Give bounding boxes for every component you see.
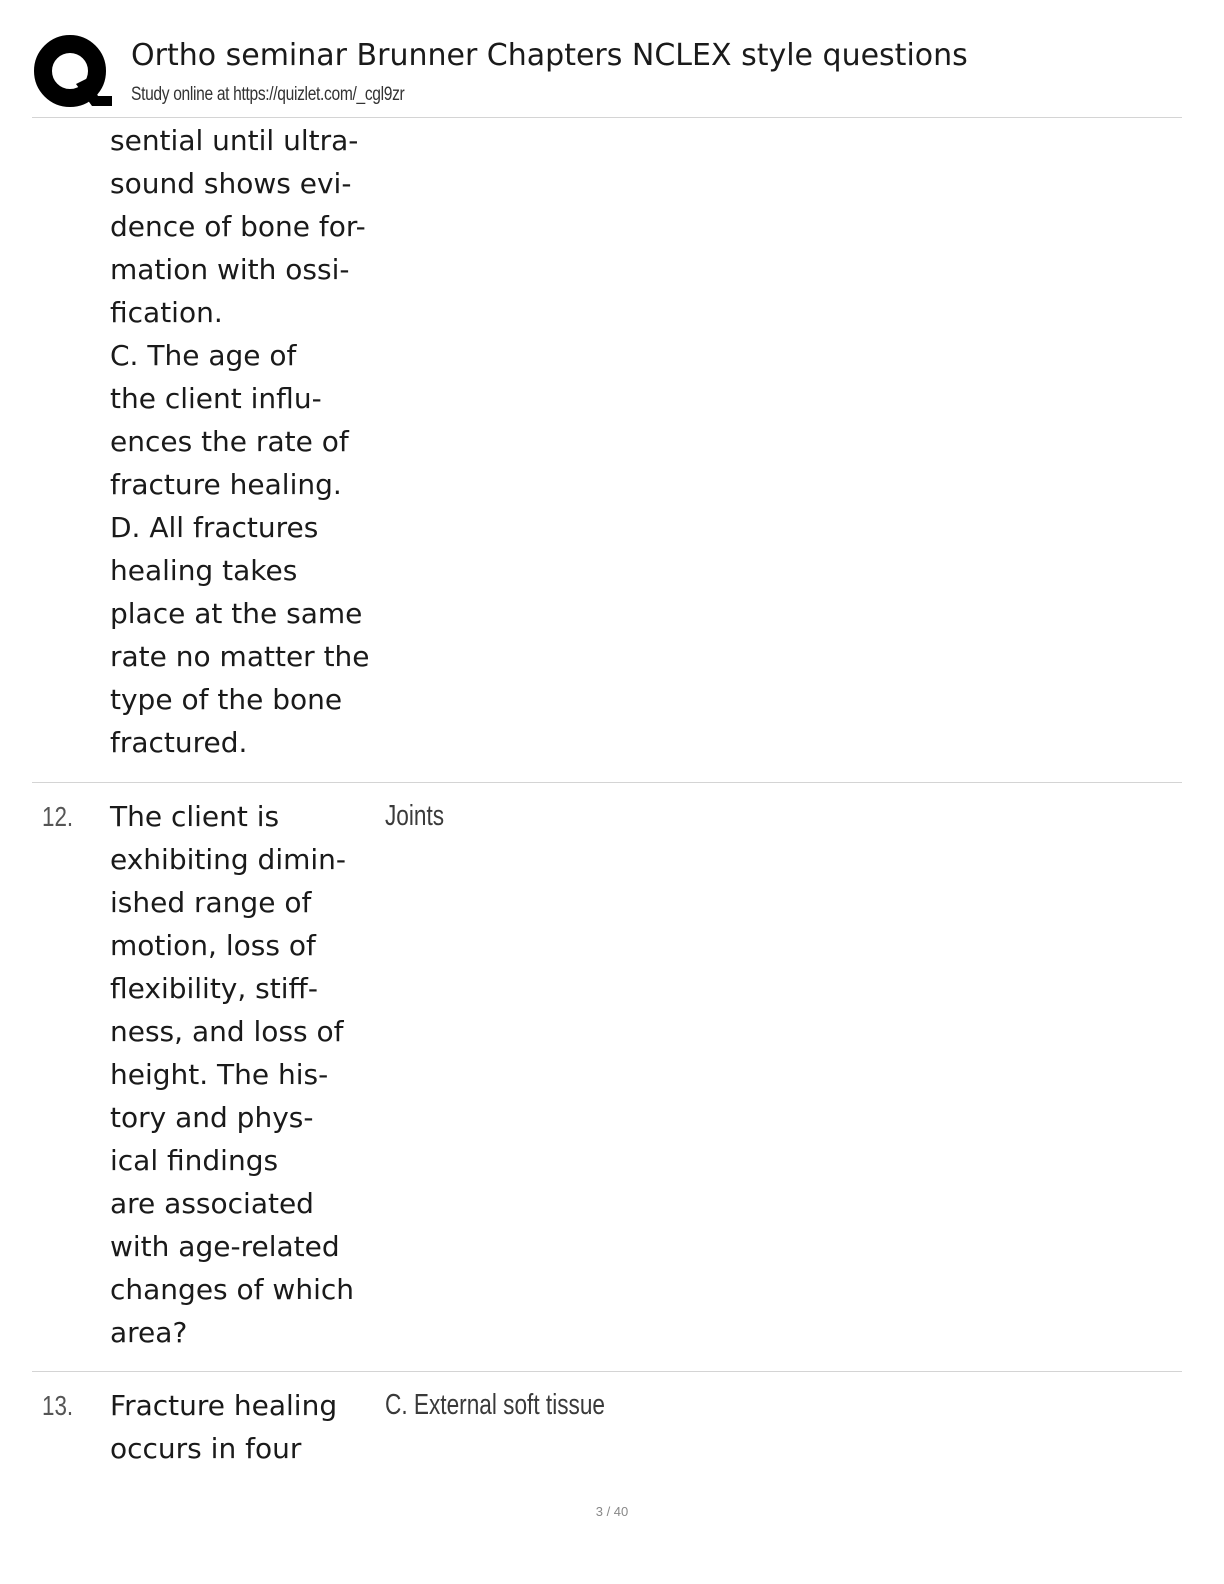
term-text xyxy=(110,795,400,1354)
term-line: area? xyxy=(110,1316,188,1349)
term-line: with age-related xyxy=(110,1230,340,1263)
term-line: ical findings xyxy=(110,1144,279,1177)
term-line: mation with ossi- xyxy=(110,253,350,286)
card-number: 13. xyxy=(42,1390,74,1421)
term-line: healing takes xyxy=(110,554,298,587)
term-line: fracture healing. xyxy=(110,468,342,501)
term-line: exhibiting dimin- xyxy=(110,843,347,876)
term-text-continued xyxy=(110,119,400,764)
term-line: ness, and loss of xyxy=(110,1015,344,1048)
term-line: motion, loss of xyxy=(110,929,316,962)
term-line: are associated xyxy=(110,1187,314,1220)
card-divider xyxy=(32,782,1182,783)
term-line: ished range of xyxy=(110,886,312,919)
term-line: the client influ- xyxy=(110,382,322,415)
term-line: C. The age of xyxy=(110,339,297,372)
term-line: The client is xyxy=(110,800,280,833)
term-line: changes of which xyxy=(110,1273,354,1306)
card-number: 12. xyxy=(42,801,74,832)
term-line: rate no matter the xyxy=(110,640,370,673)
term-line: fractured. xyxy=(110,726,248,759)
term-line: sound shows evi- xyxy=(110,167,352,200)
term-line: D. All fractures xyxy=(110,511,319,544)
term-line: tory and phys- xyxy=(110,1101,314,1134)
term-line: ences the rate of xyxy=(110,425,349,458)
term-text xyxy=(110,1384,400,1470)
page-header xyxy=(0,0,1224,118)
quizlet-q-logo-icon xyxy=(32,34,112,112)
header-divider xyxy=(32,117,1182,118)
page-number: 3 / 40 xyxy=(595,1504,629,1519)
definition-text: Joints xyxy=(385,800,445,832)
card-divider xyxy=(32,1371,1182,1372)
term-line: fication. xyxy=(110,296,223,329)
term-line: occurs in four xyxy=(110,1432,302,1465)
term-line: flexibility, stiff- xyxy=(110,972,318,1005)
definition-text: C. External soft tissue xyxy=(385,1389,606,1421)
study-online-link[interactable]: Study online at https://quizlet.com/_cgl9zr xyxy=(131,84,405,105)
document-title: Ortho seminar Brunner Chapters NCLEX style questions xyxy=(131,38,968,73)
term-line: place at the same xyxy=(110,597,363,630)
term-line: height. The his- xyxy=(110,1058,329,1091)
term-line: sential until ultra- xyxy=(110,124,359,157)
term-line: dence of bone for- xyxy=(110,210,366,243)
term-line: type of the bone xyxy=(110,683,343,716)
term-line: Fracture healing xyxy=(110,1389,338,1422)
